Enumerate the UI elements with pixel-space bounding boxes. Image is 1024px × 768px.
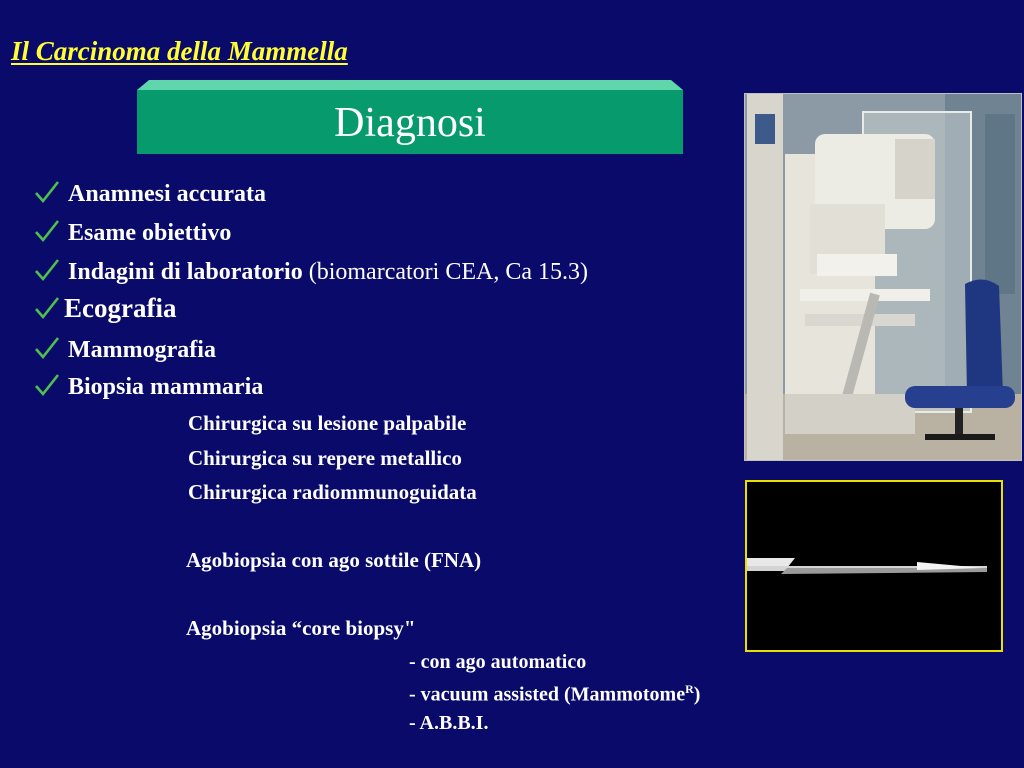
check-icon <box>34 219 60 243</box>
bullet-anamnesi <box>34 180 266 206</box>
biopsy-needle-image <box>745 480 1003 652</box>
check-icon <box>34 336 60 360</box>
check-icon <box>34 180 60 204</box>
registered-mark: R <box>685 682 694 696</box>
bullet-label: Esame obiettivo <box>68 220 232 246</box>
bullet-biopsia <box>34 373 263 399</box>
check-icon <box>34 373 60 397</box>
bullet-detail: (biomarcatori CEA, Ca 15.3) <box>302 259 588 285</box>
bullet-label: Biopsia mammaria <box>68 374 264 400</box>
core-method: - vacuum assisted (Mammotome$^R$) <box>409 682 701 706</box>
diagnosis-banner <box>137 80 683 154</box>
bullet-label: Mammografia <box>68 337 216 363</box>
slide-title: Il Carcinoma della Mammella <box>11 36 348 66</box>
bullet-mammografia <box>34 336 216 362</box>
biopsy-item: Chirurgica su repere metallico <box>188 446 462 470</box>
bullet-label: Anamnesi accurata <box>68 181 266 207</box>
biopsy-item: Agobiopsia “core biopsy" <box>186 616 416 640</box>
bullet-ecografia <box>34 295 176 322</box>
bullet-label: Ecografia <box>64 293 177 323</box>
check-icon <box>34 258 60 282</box>
biopsy-item: Chirurgica radiommunoguidata <box>188 480 477 504</box>
bullet-esame <box>34 219 231 245</box>
biopsy-item: Agobiopsia con ago sottile (FNA) <box>186 548 482 572</box>
check-icon <box>34 296 60 320</box>
core-method: - con ago automatico <box>409 651 587 673</box>
bullet-indagini <box>34 258 588 284</box>
bullet-label: Indagini di laboratorio <box>68 259 303 285</box>
biopsy-item: Chirurgica su lesione palpabile <box>188 411 467 435</box>
core-method: - A.B.B.I. <box>409 712 489 734</box>
banner-label: Diagnosi <box>334 100 486 146</box>
mammography-machine-image <box>744 93 1022 461</box>
